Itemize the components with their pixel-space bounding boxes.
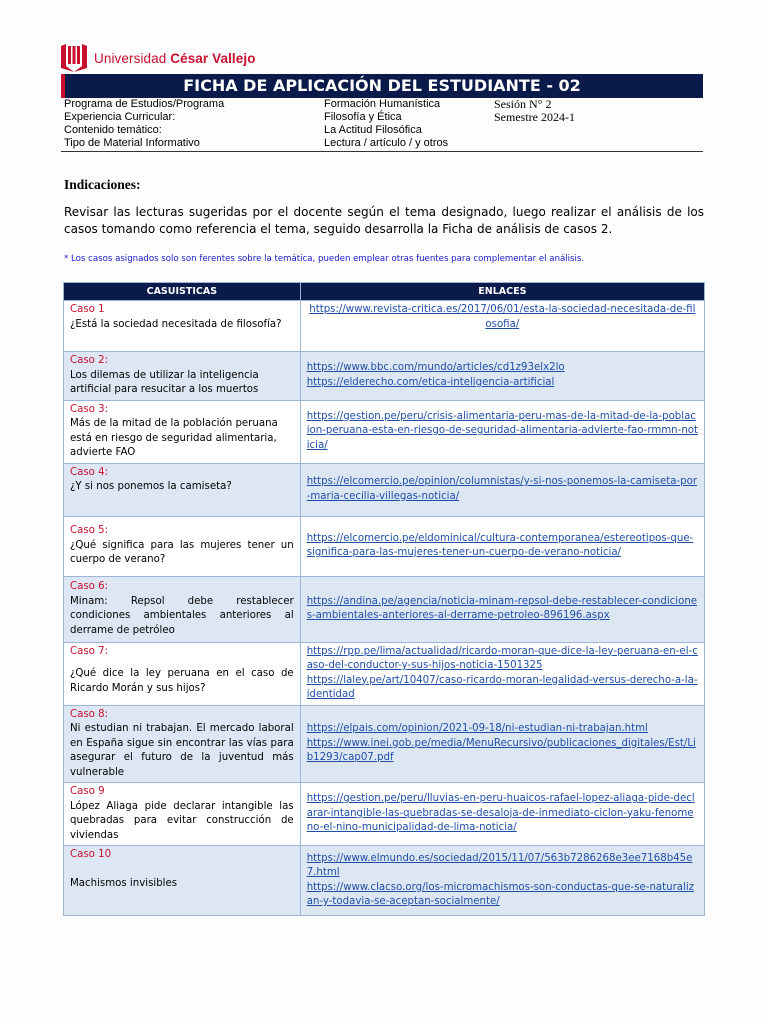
info-row [61,111,703,124]
case-cell [64,516,301,576]
case-description: ¿Y si nos ponemos la camiseta? [70,481,232,492]
indications-text: Revisar las lecturas sugeridas por el docente según el tema designado, luego realizar el análisis de los casos tomando como referencia el tema, seguido desarrolla la Ficha de análisis de casos 2. [64,205,704,236]
case-label: Caso 10 [70,849,112,860]
info-session: Sesión N° 2 [494,97,552,111]
info-value: Lectura / artículo / y otros [324,137,449,149]
links-cell [300,705,704,783]
case-label: Caso 6: [70,581,109,592]
cases-table [63,282,705,916]
case-link[interactable]: https://elcomercio.pe/eldominical/cultura-contemporanea/estereotipos-que-significa-para-las-mujeres-tener-un-cuerpo-de-verano-noticia/ [306,532,694,558]
case-cell [64,576,301,642]
links-cell [300,576,704,642]
info-label: Experiencia Curricular: [64,111,176,123]
case-cell [64,705,301,783]
case-description: ¿Qué dice la ley peruana en el caso de Ricardo Morán y sus hijos? [70,668,294,694]
case-cell [64,846,301,916]
column-header-links: ENLACES [300,283,704,301]
case-link[interactable]: https://www.elmundo.es/sociedad/2015/11/07/563b7286268e3ee7168b45e7.html [306,852,693,878]
case-label: Caso 2: [70,355,109,366]
case-label: Caso 5: [70,525,109,537]
case-description: Los dilemas de utilizar la inteligencia artificial para resucitar a los muertos [70,369,259,395]
case-cell [64,783,301,846]
case-link[interactable]: https://www.clacso.org/los-micromachismos-son-conductas-que-se-naturalizan-y-todavia-se-aceptan-socialmente/ [306,881,695,907]
case-link[interactable]: https://www.inei.gob.pe/media/MenuRecursivo/publicaciones_digitales/Est/Lib1293/cap07.pdf [306,737,696,763]
column-header-cases: CASUISTICAS [64,283,301,301]
case-link[interactable]: https://elderecho.com/etica-inteligencia-artificial [306,376,555,388]
info-label: Tipo de Material Informativo [64,137,200,149]
table-row [64,783,705,846]
case-description: Machismos invisibles [70,877,178,889]
university-logo [61,44,256,72]
case-link[interactable]: https://www.revista-critica.es/2017/06/01/esta-la-sociedad-necesitada-de-filosofia/ [309,304,696,330]
case-label: Caso 9 [70,786,105,797]
case-link[interactable]: https://www.bbc.com/mundo/articles/cd1z93elx2lo [306,362,565,374]
table-header-row [64,283,705,301]
table-row [64,576,705,642]
case-cell [64,642,301,705]
case-label: Caso 8: [70,708,109,720]
links-cell [300,463,704,516]
info-row [61,137,703,150]
case-cell [64,352,301,401]
info-value: Formación Humanística [324,98,441,110]
case-description: Más de la mitad de la población peruana está en riesgo de seguridad alimentaria, advierte FAO [70,418,278,458]
links-cell [300,352,704,401]
case-link[interactable]: https://gestion.pe/peru/lluvias-en-peru-huaicos-rafael-lopez-aliaga-pide-declarar-intangible-las-quebradas-se-desaloja-de-inmediato-ciclon-yaku-fenomeno-el-nino-municipalidad-de-lima-noticia/ [306,793,695,834]
case-description: ¿Está la sociedad necesitada de filosofía? [70,318,282,330]
title-bar [61,74,703,98]
page-title: FICHA DE APLICACIÓN DEL ESTUDIANTE - 02 [183,76,581,95]
table-row [64,642,705,705]
case-label: Caso 1 [70,304,105,315]
university-emblem-icon [61,44,87,72]
info-value: La Actitud Filosófica [324,124,422,136]
links-cell [300,783,704,846]
links-cell [300,400,704,463]
table-row [64,705,705,783]
table-row [64,463,705,516]
indications-note: * Los casos asignados solo son ferentes sobre la temática, pueden emplear otras fuentes para complementar el análisis. [64,254,585,264]
case-label: Caso 7: [70,645,109,657]
info-row [61,124,703,137]
case-link[interactable]: https://elcomercio.pe/opinion/columnistas/y-si-nos-ponemos-la-camiseta-por-maria-cecilia-villegas-noticia/ [306,476,698,502]
case-label: Caso 3: [70,403,109,415]
university-name: Universidad César Vallejo [94,50,256,66]
info-row [61,98,703,111]
case-link[interactable]: https://laley.pe/art/10407/caso-ricardo-moran-legalidad-versus-derecho-a-la-identidad [306,674,698,700]
case-cell [64,400,301,463]
table-row [64,301,705,352]
links-cell [300,642,704,705]
case-description: Minam: Repsol debe restablecer condiciones ambientales anteriores al derrame de petróleo [70,595,294,636]
course-info [61,98,703,152]
indications-heading: Indicaciones: [64,177,141,192]
case-cell [64,463,301,516]
table-row [64,400,705,463]
case-link[interactable]: https://andina.pe/agencia/noticia-minam-repsol-debe-restablecer-condiciones-ambientales-anteriores-al-derrame-petroleo-896196.aspx [306,595,698,621]
info-label: Programa de Estudios/Programa [64,98,225,110]
table-row [64,352,705,401]
info-value: Filosofía y Ética [324,111,402,123]
links-cell [300,516,704,576]
case-link[interactable]: https://gestion.pe/peru/crisis-alimentaria-peru-mas-de-la-mitad-de-la-poblacion-peruana-esta-en-riesgo-de-seguridad-alimentaria-advierte-fao-rmmn-noticia/ [306,410,699,451]
case-link[interactable]: https://rpp.pe/lima/actualidad/ricardo-moran-que-dice-la-ley-peruana-en-el-caso-del-conductor-y-sus-hijos-noticia-1501325 [306,645,698,671]
table-row [64,846,705,916]
case-cell [64,301,301,352]
links-cell [300,846,704,916]
links-cell [300,301,704,352]
info-label: Contenido temático: [64,124,162,136]
info-semester: Semestre 2024-1 [494,110,575,124]
case-description: ¿Qué significa para las mujeres tener un cuerpo de verano? [70,539,294,566]
case-description: Ni estudian ni trabajan. El mercado laboral en España sigue sin encontrar las vías para asegurar el futuro de la juventud más vulnerable [70,723,294,778]
case-description: López Aliaga pide declarar intangible las quebradas para evitar construcción de viviendas [70,800,294,841]
case-label: Caso 4: [70,466,109,478]
case-link[interactable]: https://elpais.com/opinion/2021-09-18/ni-estudian-ni-trabajan.html [306,723,648,734]
table-row [64,516,705,576]
